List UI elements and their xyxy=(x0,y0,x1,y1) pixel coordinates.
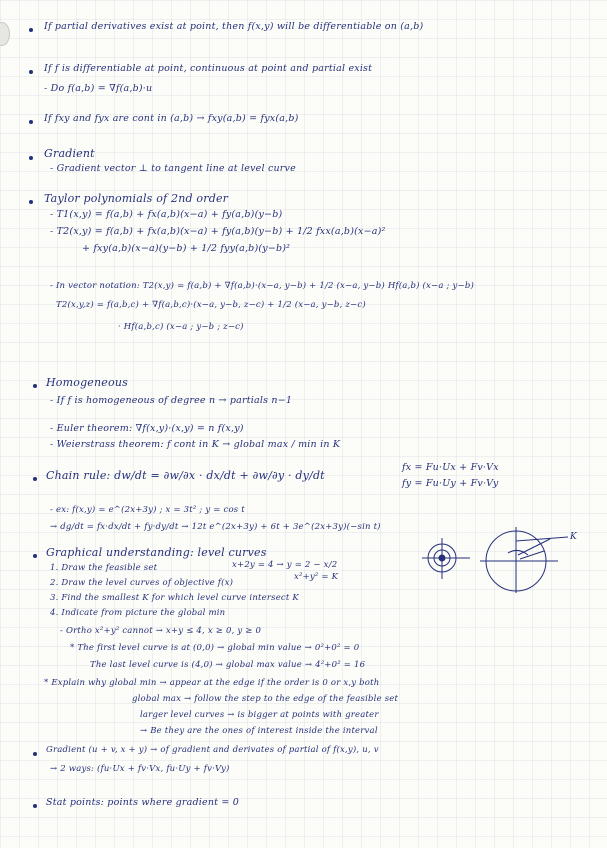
note-line: → 2 ways: (fu·Ux + fv·Vx, fu·Uy + fv·Vy) xyxy=(50,764,230,774)
bullet xyxy=(29,120,33,124)
binder-hole xyxy=(0,22,10,46)
note-line: T2(x,y,z) = f(a,b,c) + ∇f(a,b,c)·(x−a, y−b, z−c) + 1/2 (x−a, y−b, z−c) xyxy=(56,300,366,310)
bullet xyxy=(33,554,37,558)
figure-label-k: K xyxy=(570,532,577,542)
note-line: fy = Fu·Uy + Fv·Vy xyxy=(402,478,499,489)
note-line: - T2(x,y) = f(a,b) + fx(a,b)(x−a) + fy(a,b)(y−b) + 1/2 fxx(a,b)(x−a)² xyxy=(50,226,386,237)
note-line: 1. Draw the feasible set xyxy=(50,563,158,573)
note-line: If partial derivatives exist at point, then f(x,y) will be differentiable on (a,b) xyxy=(44,21,424,32)
note-line: - Gradient vector ⊥ to tangent line at level curve xyxy=(50,163,296,174)
section-heading: Graphical understanding: level curves xyxy=(46,546,267,559)
note-line: * Explain why global min → appear at the edge if the order is 0 or x,y both xyxy=(44,678,380,688)
note-line: global max → follow the step to the edge of the feasible set xyxy=(132,694,399,704)
section-heading: Gradient xyxy=(44,147,95,160)
note-line: 4. Indicate from picture the global min xyxy=(50,608,226,618)
note-line: 2. Draw the level curves of objective f(x) xyxy=(50,578,234,588)
note-line: x+2y = 4 → y = 2 − x/2 xyxy=(232,560,338,570)
note-line: x²+y² = K xyxy=(294,572,339,582)
note-line: - ex: f(x,y) = e^(2x+3y) ; x = 3t² ; y = cos t xyxy=(50,505,245,515)
note-line: · Hf(a,b,c) (x−a ; y−b ; z−c) xyxy=(118,322,244,332)
note-line: The last level curve is (4,0) → global max value → 4²+0² = 16 xyxy=(90,660,366,670)
note-line: fx = Fu·Ux + Fv·Vx xyxy=(402,462,499,473)
note-line: 3. Find the smallest K for which level curve intersect K xyxy=(50,593,299,603)
note-line: larger level curves → is bigger at points with greater xyxy=(140,710,379,720)
note-line: - T1(x,y) = f(a,b) + fx(a,b)(x−a) + fy(a,b)(y−b) xyxy=(50,209,283,220)
note-line: If fxy and fyx are cont in (a,b) → fxy(a,b) = fyx(a,b) xyxy=(44,113,299,124)
note-line: If f is differentiable at point, continuous at point and partial exist xyxy=(44,63,373,74)
bullet xyxy=(29,156,33,160)
note-line: * The first level curve is at (0,0) → global min value → 0²+0² = 0 xyxy=(70,643,360,653)
note-line: Stat points: points where gradient = 0 xyxy=(46,797,240,808)
note-line: - If f is homogeneous of degree n → partials n−1 xyxy=(50,395,293,406)
feasible-set-sketch xyxy=(478,525,588,595)
bullet xyxy=(33,752,37,756)
note-line: → dg/dt = fx·dx/dt + fy·dy/dt → 12t e^(2x+3y) + 6t + 3e^(2x+3y)(−sin t) xyxy=(50,522,381,532)
note-line: Chain rule: dw/dt = ∂w/∂x · dx/dt + ∂w/∂y · dy/dt xyxy=(46,469,325,482)
note-line: - Ortho x²+y² cannot → x+y ≤ 4, x ≥ 0, y ≥ 0 xyxy=(60,626,262,636)
note-line: → Be they are the ones of interest inside the interval xyxy=(140,726,378,736)
bullet xyxy=(33,477,37,481)
bullet xyxy=(29,70,33,74)
note-line: Gradient (u + v, x + y) → of gradient and derivates of partial of f(x,y), u, v xyxy=(46,745,379,755)
bullet xyxy=(29,200,33,204)
note-line: + fxy(a,b)(x−a)(y−b) + 1/2 fyy(a,b)(y−b)² xyxy=(82,243,291,254)
section-heading: Taylor polynomials of 2nd order xyxy=(44,192,229,205)
note-line: - Do f(a,b) = ∇f(a,b)·u xyxy=(44,83,153,94)
note-line: - Euler theorem: ∇f(x,y)·(x,y) = n f(x,y) xyxy=(50,423,244,434)
bullet xyxy=(33,384,37,388)
bullet xyxy=(33,804,37,808)
section-heading: Homogeneous xyxy=(46,376,128,389)
note-line: - Weierstrass theorem: f cont in K → global max / min in K xyxy=(50,439,341,450)
level-curve-sketch-small xyxy=(418,535,474,581)
bullet xyxy=(29,28,33,32)
note-line: - In vector notation: T2(x,y) = f(a,b) + ∇f(a,b)·(x−a, y−b) + 1/2 (x−a, y−b) Hf(a,b) (x−a ; y−b) xyxy=(50,281,474,291)
